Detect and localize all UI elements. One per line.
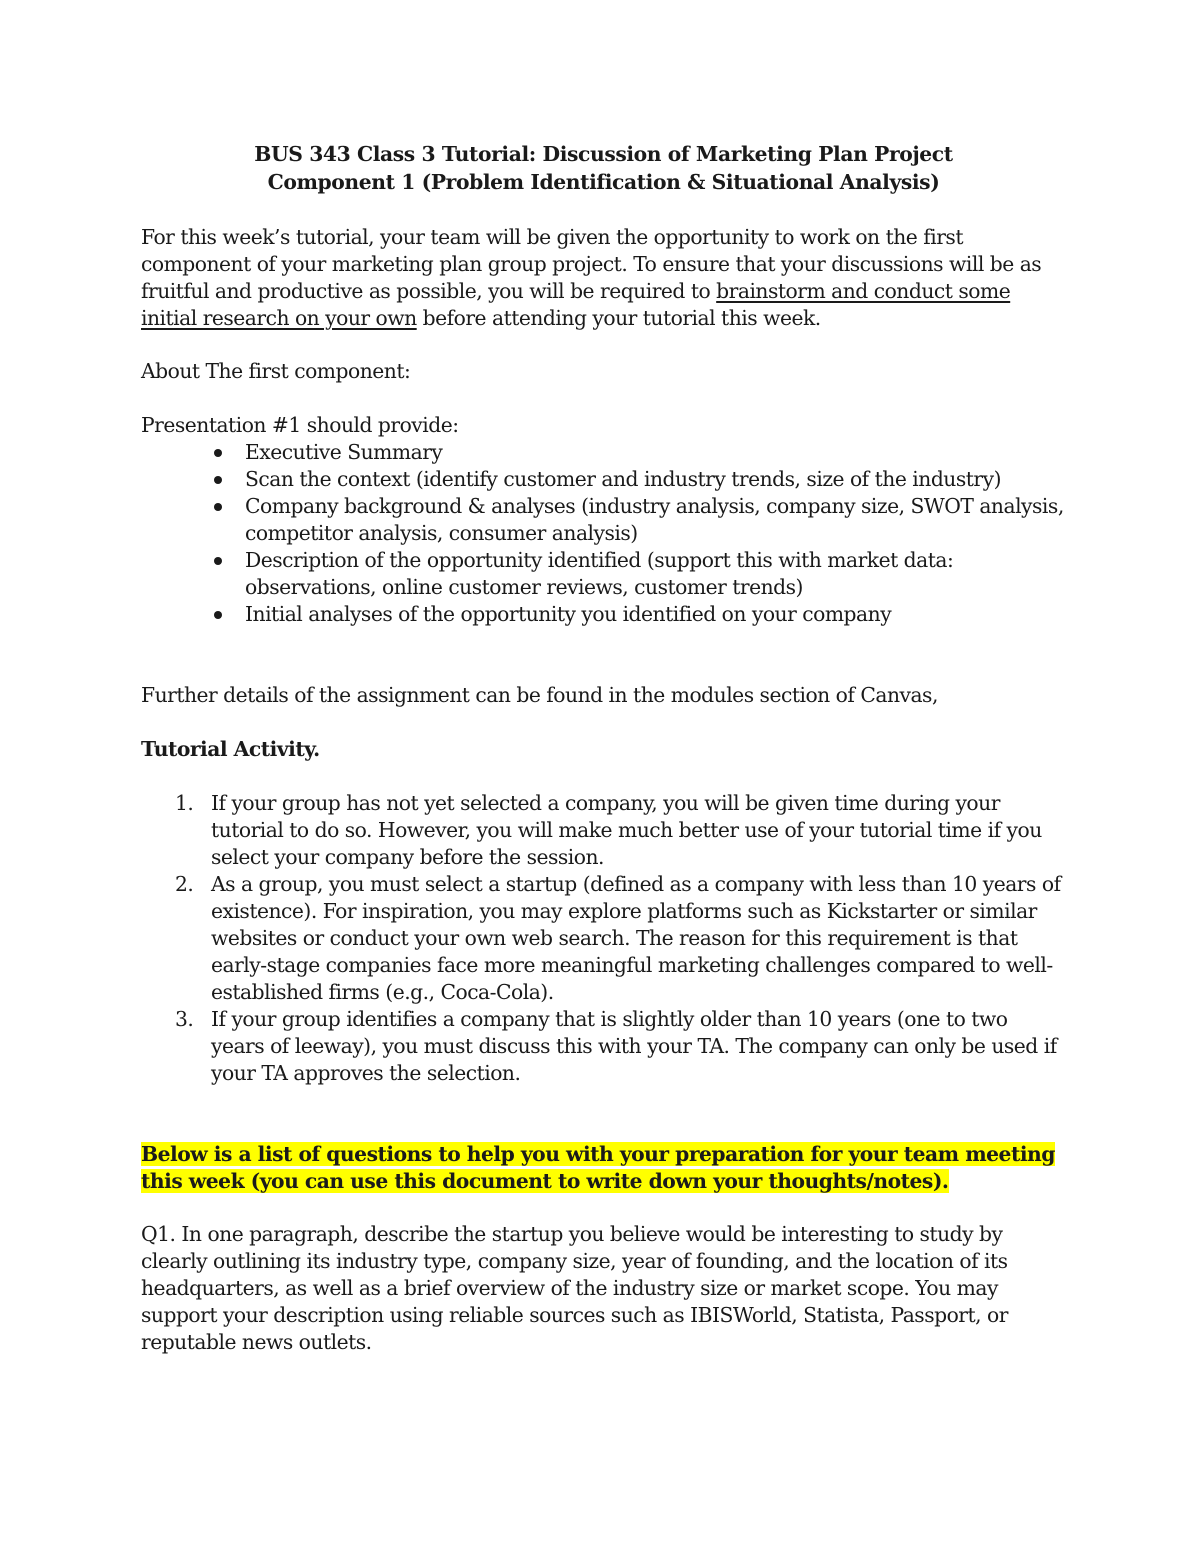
bullet-text: Description of the opportunity identified (support this with market data: observations, online customer reviews, customer trends) bbox=[245, 548, 954, 599]
bullet-icon bbox=[214, 476, 222, 484]
list-item bbox=[245, 547, 1066, 601]
list-item bbox=[245, 466, 1066, 493]
question-1-paragraph: Q1. In one paragraph, describe the startup you believe would be interesting to study by clearly outlining its industry type, company size, year of founding, and the location of its headquarters, as well as a brief overview of the industry size or market scope. You may support your description using reliable sources such as IBISWorld, Statista, Passport, or reputable news outlets. bbox=[141, 1222, 1008, 1354]
list-item bbox=[175, 871, 1066, 1006]
highlighted-instruction bbox=[141, 1141, 1066, 1195]
document-title-line-1: BUS 343 Class 3 Tutorial: Discussion of Marketing Plan Project bbox=[254, 142, 953, 166]
intro-text-before: For this week’s tutorial, your team will be given the opportunity to work on the first component of your marketing plan group project. To ensure that your discussions will be as fruitful and productive as possible, you will be required to bbox=[141, 225, 1042, 303]
list-item bbox=[245, 601, 1066, 628]
bullet-icon bbox=[214, 503, 222, 511]
bullet-text: Scan the context (identify customer and industry trends, size of the industry) bbox=[245, 467, 1001, 491]
bullet-text: Initial analyses of the opportunity you identified on your company bbox=[245, 602, 892, 626]
list-item bbox=[245, 439, 1066, 466]
intro-text-after: before attending your tutorial this week. bbox=[416, 306, 821, 330]
bullet-icon bbox=[214, 611, 222, 619]
bullet-icon bbox=[214, 557, 222, 565]
step-text: If your group has not yet selected a company, you will be given time during your tutorial to do so. However, you will make much better use of your tutorial time if you select your company before the session. bbox=[211, 791, 1042, 869]
about-component-line: About The first component: bbox=[141, 359, 411, 383]
intro-paragraph bbox=[141, 224, 1066, 332]
tutorial-activity-list bbox=[141, 790, 1066, 1087]
list-item bbox=[245, 493, 1066, 547]
bullet-text: Executive Summary bbox=[245, 440, 443, 464]
presentation-lead: Presentation #1 should provide: bbox=[141, 413, 459, 437]
list-item bbox=[175, 790, 1066, 871]
list-item bbox=[175, 1006, 1066, 1087]
step-number: 1. bbox=[175, 791, 194, 815]
highlighted-text: Below is a list of questions to help you with your preparation for your team meeting this week (you can use this document to write down your thoughts/notes). bbox=[141, 1142, 1055, 1193]
step-number: 3. bbox=[175, 1007, 194, 1031]
further-details-line: Further details of the assignment can be found in the modules section of Canvas, bbox=[141, 683, 938, 707]
step-number: 2. bbox=[175, 872, 194, 896]
document-page bbox=[141, 140, 1066, 1356]
bullet-text: Company background & analyses (industry analysis, company size, SWOT analysis, competitor analysis, consumer analysis) bbox=[245, 494, 1064, 545]
presentation-bullet-list bbox=[141, 439, 1066, 628]
step-text: If your group identifies a company that is slightly older than 10 years (one to two years of leeway), you must discuss this with your TA. The company can only be used if your TA approves the selection. bbox=[211, 1007, 1057, 1085]
intro-underlined-text: brainstorm and conduct some initial research on your own bbox=[141, 279, 1011, 330]
bullet-icon bbox=[214, 449, 222, 457]
step-text: As a group, you must select a startup (defined as a company with less than 10 years of existence). For inspiration, you may explore platforms such as Kickstarter or similar websites or conduct your own web search. The reason for this requirement is that early-stage companies face more meaningful marketing challenges compared to well-established firms (e.g., Coca-Cola). bbox=[211, 872, 1061, 1004]
document-title-line-2: Component 1 (Problem Identification & Situational Analysis) bbox=[267, 170, 940, 194]
tutorial-activity-heading: Tutorial Activity. bbox=[141, 737, 320, 761]
